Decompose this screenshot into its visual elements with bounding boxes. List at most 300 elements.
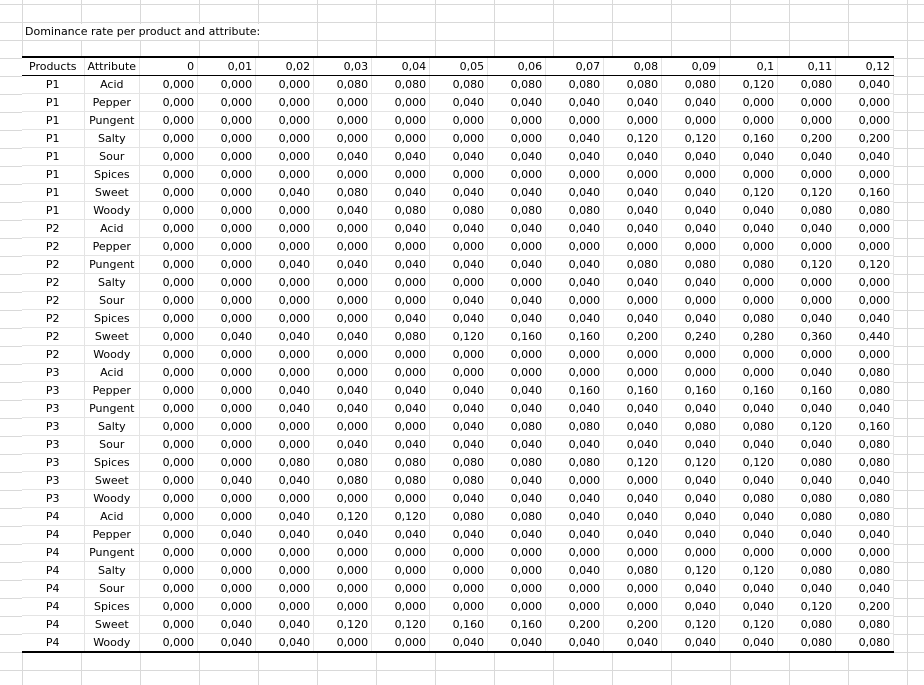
value-cell[interactable]: 0,000 xyxy=(140,544,198,562)
value-cell[interactable]: 0,000 xyxy=(720,238,778,256)
attribute-cell[interactable]: Pungent xyxy=(84,256,140,274)
value-cell[interactable]: 0,080 xyxy=(430,76,488,94)
value-cell[interactable]: 0,000 xyxy=(836,274,894,292)
value-cell[interactable]: 0,000 xyxy=(198,346,256,364)
value-cell[interactable]: 0,000 xyxy=(662,238,720,256)
product-cell[interactable]: P1 xyxy=(22,202,84,220)
value-cell[interactable]: 0,000 xyxy=(314,634,372,653)
value-cell[interactable]: 0,000 xyxy=(488,166,546,184)
value-cell[interactable]: 0,080 xyxy=(836,364,894,382)
product-cell[interactable]: P4 xyxy=(22,526,84,544)
value-cell[interactable]: 0,000 xyxy=(720,94,778,112)
value-cell[interactable]: 0,000 xyxy=(546,292,604,310)
value-cell[interactable]: 0,040 xyxy=(488,310,546,328)
value-cell[interactable]: 0,040 xyxy=(778,148,836,166)
value-cell[interactable]: 0,000 xyxy=(778,94,836,112)
value-cell[interactable]: 0,000 xyxy=(140,184,198,202)
value-cell[interactable]: 0,040 xyxy=(662,598,720,616)
value-cell[interactable]: 0,000 xyxy=(140,76,198,94)
value-cell[interactable]: 0,040 xyxy=(662,580,720,598)
header-threshold[interactable]: 0,01 xyxy=(198,57,256,76)
value-cell[interactable]: 0,080 xyxy=(836,382,894,400)
value-cell[interactable]: 0,040 xyxy=(836,580,894,598)
value-cell[interactable]: 0,160 xyxy=(836,184,894,202)
value-cell[interactable]: 0,000 xyxy=(488,544,546,562)
value-cell[interactable]: 0,040 xyxy=(430,94,488,112)
value-cell[interactable]: 0,080 xyxy=(778,616,836,634)
value-cell[interactable]: 0,040 xyxy=(430,292,488,310)
value-cell[interactable]: 0,080 xyxy=(546,454,604,472)
value-cell[interactable]: 0,040 xyxy=(546,148,604,166)
attribute-cell[interactable]: Pungent xyxy=(84,112,140,130)
value-cell[interactable]: 0,040 xyxy=(778,436,836,454)
product-cell[interactable]: P4 xyxy=(22,598,84,616)
value-cell[interactable]: 0,000 xyxy=(314,364,372,382)
product-cell[interactable]: P3 xyxy=(22,382,84,400)
value-cell[interactable]: 0,000 xyxy=(140,490,198,508)
value-cell[interactable]: 0,000 xyxy=(662,544,720,562)
value-cell[interactable]: 0,080 xyxy=(778,202,836,220)
value-cell[interactable]: 0,040 xyxy=(488,436,546,454)
value-cell[interactable]: 0,120 xyxy=(314,508,372,526)
value-cell[interactable]: 0,000 xyxy=(198,274,256,292)
value-cell[interactable]: 0,000 xyxy=(140,454,198,472)
value-cell[interactable]: 0,000 xyxy=(256,238,314,256)
value-cell[interactable]: 0,000 xyxy=(604,238,662,256)
product-cell[interactable]: P1 xyxy=(22,130,84,148)
value-cell[interactable]: 0,200 xyxy=(836,598,894,616)
value-cell[interactable]: 0,000 xyxy=(836,94,894,112)
value-cell[interactable]: 0,040 xyxy=(488,148,546,166)
value-cell[interactable]: 0,040 xyxy=(604,202,662,220)
value-cell[interactable]: 0,000 xyxy=(314,598,372,616)
value-cell[interactable]: 0,040 xyxy=(720,220,778,238)
header-products[interactable]: Products xyxy=(22,57,84,76)
product-cell[interactable]: P2 xyxy=(22,256,84,274)
value-cell[interactable]: 0,040 xyxy=(256,382,314,400)
header-threshold[interactable]: 0,04 xyxy=(372,57,430,76)
value-cell[interactable]: 0,040 xyxy=(546,94,604,112)
value-cell[interactable]: 0,240 xyxy=(662,328,720,346)
value-cell[interactable]: 0,120 xyxy=(720,616,778,634)
value-cell[interactable]: 0,080 xyxy=(372,472,430,490)
value-cell[interactable]: 0,000 xyxy=(198,418,256,436)
value-cell[interactable]: 0,080 xyxy=(836,454,894,472)
value-cell[interactable]: 0,040 xyxy=(198,526,256,544)
value-cell[interactable]: 0,000 xyxy=(314,112,372,130)
value-cell[interactable]: 0,040 xyxy=(662,508,720,526)
value-cell[interactable]: 0,040 xyxy=(604,436,662,454)
value-cell[interactable]: 0,040 xyxy=(256,508,314,526)
value-cell[interactable]: 0,000 xyxy=(372,130,430,148)
value-cell[interactable]: 0,040 xyxy=(256,328,314,346)
value-cell[interactable]: 0,000 xyxy=(604,346,662,364)
value-cell[interactable]: 0,000 xyxy=(778,274,836,292)
value-cell[interactable]: 0,000 xyxy=(488,238,546,256)
header-threshold[interactable]: 0,06 xyxy=(488,57,546,76)
product-cell[interactable]: P2 xyxy=(22,328,84,346)
value-cell[interactable]: 0,000 xyxy=(256,112,314,130)
value-cell[interactable]: 0,040 xyxy=(430,184,488,202)
value-cell[interactable]: 0,000 xyxy=(140,94,198,112)
value-cell[interactable]: 0,000 xyxy=(198,310,256,328)
value-cell[interactable]: 0,000 xyxy=(430,598,488,616)
value-cell[interactable]: 0,000 xyxy=(488,130,546,148)
value-cell[interactable]: 0,000 xyxy=(430,274,488,292)
value-cell[interactable]: 0,000 xyxy=(256,94,314,112)
value-cell[interactable]: 0,040 xyxy=(372,256,430,274)
value-cell[interactable]: 0,000 xyxy=(488,562,546,580)
value-cell[interactable]: 0,000 xyxy=(720,544,778,562)
value-cell[interactable]: 0,040 xyxy=(430,256,488,274)
value-cell[interactable]: 0,000 xyxy=(140,562,198,580)
value-cell[interactable]: 0,040 xyxy=(430,634,488,653)
product-cell[interactable]: P2 xyxy=(22,274,84,292)
value-cell[interactable]: 0,040 xyxy=(662,634,720,653)
value-cell[interactable]: 0,000 xyxy=(372,544,430,562)
value-cell[interactable]: 0,040 xyxy=(488,472,546,490)
value-cell[interactable]: 0,040 xyxy=(488,94,546,112)
value-cell[interactable]: 0,000 xyxy=(720,292,778,310)
value-cell[interactable]: 0,040 xyxy=(198,328,256,346)
value-cell[interactable]: 0,040 xyxy=(546,490,604,508)
value-cell[interactable]: 0,120 xyxy=(662,454,720,472)
product-cell[interactable]: P2 xyxy=(22,346,84,364)
product-cell[interactable]: P4 xyxy=(22,634,84,653)
value-cell[interactable]: 0,040 xyxy=(430,310,488,328)
value-cell[interactable]: 0,160 xyxy=(720,382,778,400)
value-cell[interactable]: 0,000 xyxy=(198,238,256,256)
attribute-cell[interactable]: Sweet xyxy=(84,472,140,490)
value-cell[interactable]: 0,040 xyxy=(720,634,778,653)
value-cell[interactable]: 0,000 xyxy=(314,220,372,238)
value-cell[interactable]: 0,000 xyxy=(314,94,372,112)
value-cell[interactable]: 0,080 xyxy=(430,472,488,490)
value-cell[interactable]: 0,000 xyxy=(256,544,314,562)
value-cell[interactable]: 0,040 xyxy=(546,220,604,238)
header-threshold[interactable]: 0,07 xyxy=(546,57,604,76)
value-cell[interactable]: 0,000 xyxy=(778,544,836,562)
value-cell[interactable]: 0,080 xyxy=(488,454,546,472)
value-cell[interactable]: 0,040 xyxy=(720,400,778,418)
value-cell[interactable]: 0,000 xyxy=(140,202,198,220)
value-cell[interactable]: 0,040 xyxy=(604,274,662,292)
value-cell[interactable]: 0,040 xyxy=(372,526,430,544)
value-cell[interactable]: 0,000 xyxy=(198,580,256,598)
value-cell[interactable]: 0,040 xyxy=(256,184,314,202)
attribute-cell[interactable]: Salty xyxy=(84,562,140,580)
value-cell[interactable]: 0,040 xyxy=(662,184,720,202)
value-cell[interactable]: 0,000 xyxy=(256,310,314,328)
value-cell[interactable]: 0,080 xyxy=(662,418,720,436)
value-cell[interactable]: 0,080 xyxy=(488,202,546,220)
value-cell[interactable]: 0,040 xyxy=(836,400,894,418)
value-cell[interactable]: 0,000 xyxy=(778,166,836,184)
value-cell[interactable]: 0,080 xyxy=(836,616,894,634)
value-cell[interactable]: 0,040 xyxy=(488,490,546,508)
value-cell[interactable]: 0,040 xyxy=(720,436,778,454)
value-cell[interactable]: 0,040 xyxy=(430,490,488,508)
value-cell[interactable]: 0,000 xyxy=(836,292,894,310)
value-cell[interactable]: 0,000 xyxy=(372,346,430,364)
value-cell[interactable]: 0,040 xyxy=(546,130,604,148)
value-cell[interactable]: 0,000 xyxy=(256,364,314,382)
value-cell[interactable]: 0,040 xyxy=(314,202,372,220)
value-cell[interactable]: 0,040 xyxy=(662,94,720,112)
value-cell[interactable]: 0,040 xyxy=(662,490,720,508)
value-cell[interactable]: 0,120 xyxy=(662,130,720,148)
value-cell[interactable]: 0,000 xyxy=(314,238,372,256)
value-cell[interactable]: 0,080 xyxy=(488,418,546,436)
value-cell[interactable]: 0,000 xyxy=(778,346,836,364)
value-cell[interactable]: 0,040 xyxy=(430,220,488,238)
value-cell[interactable]: 0,000 xyxy=(836,166,894,184)
value-cell[interactable]: 0,120 xyxy=(720,454,778,472)
value-cell[interactable]: 0,120 xyxy=(314,616,372,634)
product-cell[interactable]: P2 xyxy=(22,310,84,328)
value-cell[interactable]: 0,040 xyxy=(256,526,314,544)
value-cell[interactable]: 0,040 xyxy=(488,256,546,274)
value-cell[interactable]: 0,000 xyxy=(720,112,778,130)
value-cell[interactable]: 0,040 xyxy=(372,184,430,202)
value-cell[interactable]: 0,080 xyxy=(604,562,662,580)
value-cell[interactable]: 0,160 xyxy=(488,328,546,346)
attribute-cell[interactable]: Woody xyxy=(84,346,140,364)
value-cell[interactable]: 0,080 xyxy=(604,256,662,274)
value-cell[interactable]: 0,200 xyxy=(546,616,604,634)
product-cell[interactable]: P3 xyxy=(22,418,84,436)
value-cell[interactable]: 0,040 xyxy=(372,220,430,238)
value-cell[interactable]: 0,040 xyxy=(778,220,836,238)
value-cell[interactable]: 0,000 xyxy=(488,346,546,364)
value-cell[interactable]: 0,040 xyxy=(662,400,720,418)
value-cell[interactable]: 0,000 xyxy=(604,166,662,184)
value-cell[interactable]: 0,000 xyxy=(372,274,430,292)
value-cell[interactable]: 0,120 xyxy=(720,184,778,202)
value-cell[interactable]: 0,000 xyxy=(778,238,836,256)
value-cell[interactable]: 0,120 xyxy=(778,256,836,274)
value-cell[interactable]: 0,000 xyxy=(604,112,662,130)
value-cell[interactable]: 0,000 xyxy=(720,274,778,292)
attribute-cell[interactable]: Pepper xyxy=(84,94,140,112)
value-cell[interactable]: 0,040 xyxy=(488,292,546,310)
value-cell[interactable]: 0,080 xyxy=(546,76,604,94)
value-cell[interactable]: 0,000 xyxy=(198,292,256,310)
value-cell[interactable]: 0,080 xyxy=(488,76,546,94)
value-cell[interactable]: 0,280 xyxy=(720,328,778,346)
value-cell[interactable]: 0,000 xyxy=(198,148,256,166)
value-cell[interactable]: 0,000 xyxy=(140,220,198,238)
product-cell[interactable]: P1 xyxy=(22,76,84,94)
value-cell[interactable]: 0,000 xyxy=(140,508,198,526)
value-cell[interactable]: 0,000 xyxy=(372,490,430,508)
value-cell[interactable]: 0,000 xyxy=(314,292,372,310)
value-cell[interactable]: 0,040 xyxy=(662,202,720,220)
value-cell[interactable]: 0,000 xyxy=(140,400,198,418)
value-cell[interactable]: 0,080 xyxy=(546,202,604,220)
value-cell[interactable]: 0,000 xyxy=(198,94,256,112)
value-cell[interactable]: 0,080 xyxy=(488,508,546,526)
value-cell[interactable]: 0,120 xyxy=(778,598,836,616)
value-cell[interactable]: 0,080 xyxy=(314,76,372,94)
value-cell[interactable]: 0,040 xyxy=(488,634,546,653)
value-cell[interactable]: 0,000 xyxy=(720,364,778,382)
header-threshold[interactable]: 0,02 xyxy=(256,57,314,76)
attribute-cell[interactable]: Spices xyxy=(84,166,140,184)
value-cell[interactable]: 0,040 xyxy=(604,400,662,418)
value-cell[interactable]: 0,080 xyxy=(836,202,894,220)
attribute-cell[interactable]: Spices xyxy=(84,310,140,328)
value-cell[interactable]: 0,000 xyxy=(430,544,488,562)
value-cell[interactable]: 0,000 xyxy=(198,256,256,274)
value-cell[interactable]: 0,000 xyxy=(604,544,662,562)
product-cell[interactable]: P3 xyxy=(22,454,84,472)
value-cell[interactable]: 0,000 xyxy=(198,544,256,562)
value-cell[interactable]: 0,000 xyxy=(546,238,604,256)
product-cell[interactable]: P3 xyxy=(22,364,84,382)
value-cell[interactable]: 0,000 xyxy=(604,598,662,616)
value-cell[interactable]: 0,120 xyxy=(430,328,488,346)
value-cell[interactable]: 0,000 xyxy=(256,130,314,148)
value-cell[interactable]: 0,000 xyxy=(372,634,430,653)
value-cell[interactable]: 0,000 xyxy=(488,598,546,616)
value-cell[interactable]: 0,080 xyxy=(314,454,372,472)
value-cell[interactable]: 0,120 xyxy=(604,454,662,472)
value-cell[interactable]: 0,000 xyxy=(256,562,314,580)
value-cell[interactable]: 0,040 xyxy=(314,400,372,418)
product-cell[interactable]: P4 xyxy=(22,580,84,598)
value-cell[interactable]: 0,080 xyxy=(778,508,836,526)
value-cell[interactable]: 0,000 xyxy=(140,580,198,598)
value-cell[interactable]: 0,040 xyxy=(778,400,836,418)
value-cell[interactable]: 0,000 xyxy=(140,346,198,364)
value-cell[interactable]: 0,000 xyxy=(546,598,604,616)
attribute-cell[interactable]: Salty xyxy=(84,418,140,436)
value-cell[interactable]: 0,000 xyxy=(604,580,662,598)
value-cell[interactable]: 0,080 xyxy=(372,328,430,346)
value-cell[interactable]: 0,040 xyxy=(836,148,894,166)
value-cell[interactable]: 0,000 xyxy=(314,130,372,148)
value-cell[interactable]: 0,040 xyxy=(604,94,662,112)
value-cell[interactable]: 0,000 xyxy=(140,292,198,310)
value-cell[interactable]: 0,040 xyxy=(314,148,372,166)
value-cell[interactable]: 0,160 xyxy=(662,382,720,400)
value-cell[interactable]: 0,040 xyxy=(546,562,604,580)
value-cell[interactable]: 0,040 xyxy=(662,310,720,328)
value-cell[interactable]: 0,160 xyxy=(720,130,778,148)
value-cell[interactable]: 0,040 xyxy=(604,508,662,526)
value-cell[interactable]: 0,000 xyxy=(546,580,604,598)
value-cell[interactable]: 0,000 xyxy=(198,598,256,616)
value-cell[interactable]: 0,000 xyxy=(256,598,314,616)
value-cell[interactable]: 0,040 xyxy=(372,148,430,166)
value-cell[interactable]: 0,040 xyxy=(662,526,720,544)
attribute-cell[interactable]: Woody xyxy=(84,490,140,508)
value-cell[interactable]: 0,120 xyxy=(778,418,836,436)
value-cell[interactable]: 0,000 xyxy=(140,436,198,454)
value-cell[interactable]: 0,040 xyxy=(430,148,488,166)
attribute-cell[interactable]: Acid xyxy=(84,364,140,382)
value-cell[interactable]: 0,080 xyxy=(662,76,720,94)
value-cell[interactable]: 0,000 xyxy=(256,148,314,166)
value-cell[interactable]: 0,040 xyxy=(604,220,662,238)
value-cell[interactable]: 0,080 xyxy=(546,418,604,436)
value-cell[interactable]: 0,000 xyxy=(140,328,198,346)
value-cell[interactable]: 0,000 xyxy=(140,112,198,130)
value-cell[interactable]: 0,000 xyxy=(256,436,314,454)
value-cell[interactable]: 0,040 xyxy=(198,634,256,653)
value-cell[interactable]: 0,040 xyxy=(778,526,836,544)
value-cell[interactable]: 0,040 xyxy=(430,382,488,400)
value-cell[interactable]: 0,000 xyxy=(604,364,662,382)
value-cell[interactable]: 0,000 xyxy=(372,112,430,130)
value-cell[interactable]: 0,000 xyxy=(314,274,372,292)
value-cell[interactable]: 0,040 xyxy=(836,310,894,328)
value-cell[interactable]: 0,000 xyxy=(198,364,256,382)
value-cell[interactable]: 0,040 xyxy=(372,436,430,454)
value-cell[interactable]: 0,120 xyxy=(836,256,894,274)
value-cell[interactable]: 0,040 xyxy=(778,472,836,490)
value-cell[interactable]: 0,000 xyxy=(430,112,488,130)
value-cell[interactable]: 0,040 xyxy=(546,400,604,418)
value-cell[interactable]: 0,000 xyxy=(256,346,314,364)
attribute-cell[interactable]: Sweet xyxy=(84,328,140,346)
value-cell[interactable]: 0,160 xyxy=(546,328,604,346)
value-cell[interactable]: 0,040 xyxy=(198,472,256,490)
value-cell[interactable]: 0,000 xyxy=(198,508,256,526)
value-cell[interactable]: 0,000 xyxy=(488,364,546,382)
value-cell[interactable]: 0,000 xyxy=(430,346,488,364)
value-cell[interactable]: 0,080 xyxy=(836,436,894,454)
value-cell[interactable]: 0,040 xyxy=(314,526,372,544)
value-cell[interactable]: 0,080 xyxy=(662,256,720,274)
value-cell[interactable]: 0,000 xyxy=(140,256,198,274)
value-cell[interactable]: 0,040 xyxy=(662,220,720,238)
value-cell[interactable]: 0,120 xyxy=(778,184,836,202)
attribute-cell[interactable]: Acid xyxy=(84,220,140,238)
value-cell[interactable]: 0,080 xyxy=(778,76,836,94)
value-cell[interactable]: 0,000 xyxy=(546,544,604,562)
value-cell[interactable]: 0,160 xyxy=(430,616,488,634)
value-cell[interactable]: 0,000 xyxy=(372,580,430,598)
value-cell[interactable]: 0,000 xyxy=(198,490,256,508)
value-cell[interactable]: 0,040 xyxy=(662,472,720,490)
value-cell[interactable]: 0,040 xyxy=(720,148,778,166)
value-cell[interactable]: 0,080 xyxy=(836,634,894,653)
value-cell[interactable]: 0,080 xyxy=(778,490,836,508)
value-cell[interactable]: 0,040 xyxy=(778,364,836,382)
value-cell[interactable]: 0,000 xyxy=(430,562,488,580)
value-cell[interactable]: 0,440 xyxy=(836,328,894,346)
product-cell[interactable]: P4 xyxy=(22,508,84,526)
value-cell[interactable]: 0,000 xyxy=(198,184,256,202)
value-cell[interactable]: 0,000 xyxy=(720,166,778,184)
value-cell[interactable]: 0,000 xyxy=(546,166,604,184)
value-cell[interactable]: 0,000 xyxy=(662,346,720,364)
value-cell[interactable]: 0,080 xyxy=(778,562,836,580)
value-cell[interactable]: 0,120 xyxy=(604,130,662,148)
value-cell[interactable]: 0,040 xyxy=(662,436,720,454)
attribute-cell[interactable]: Sour xyxy=(84,580,140,598)
value-cell[interactable]: 0,000 xyxy=(198,436,256,454)
value-cell[interactable]: 0,000 xyxy=(140,616,198,634)
value-cell[interactable]: 0,000 xyxy=(314,418,372,436)
product-cell[interactable]: P1 xyxy=(22,184,84,202)
value-cell[interactable]: 0,080 xyxy=(314,184,372,202)
value-cell[interactable]: 0,200 xyxy=(604,328,662,346)
value-cell[interactable]: 0,000 xyxy=(314,580,372,598)
value-cell[interactable]: 0,000 xyxy=(140,310,198,328)
